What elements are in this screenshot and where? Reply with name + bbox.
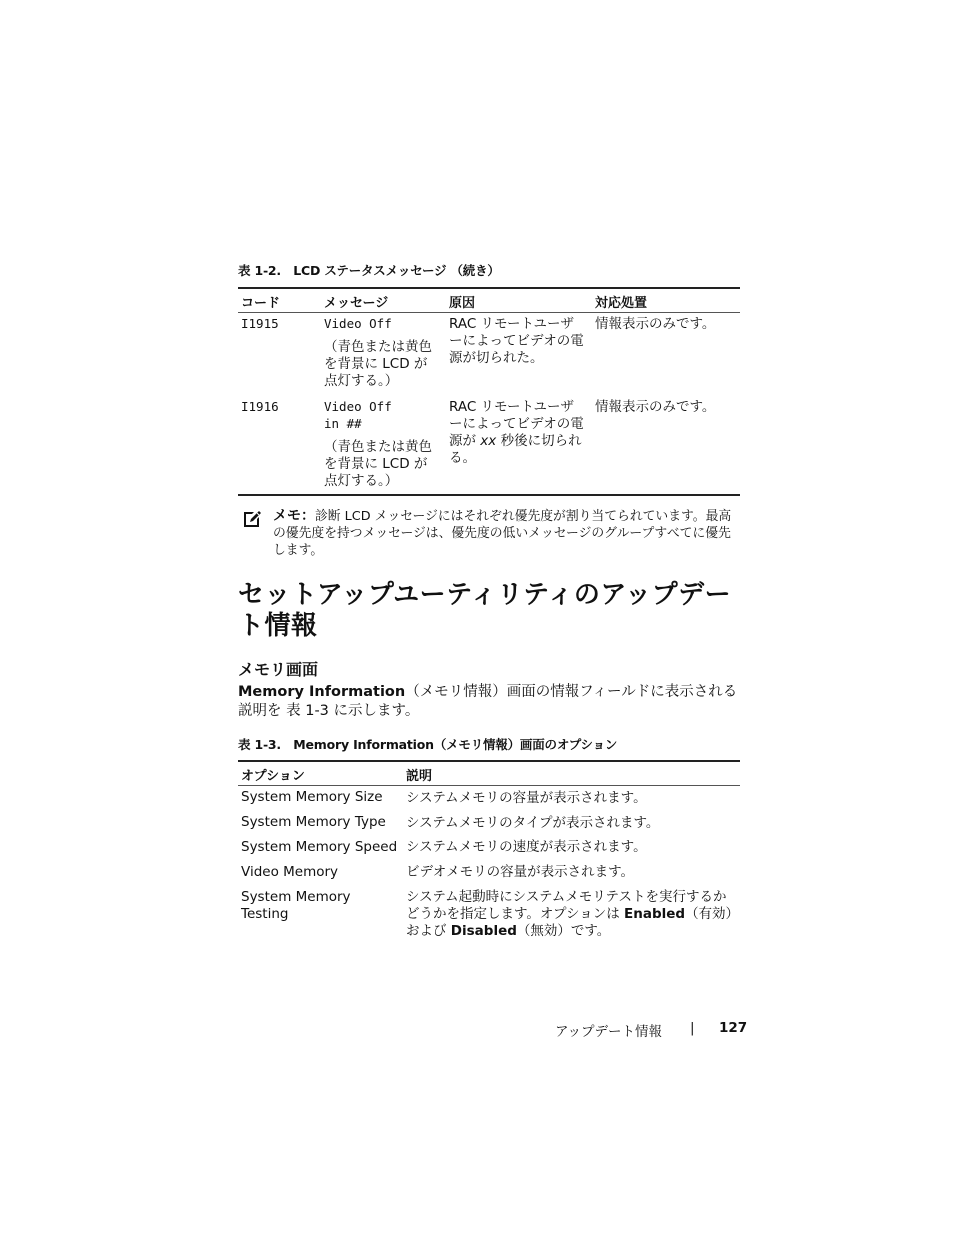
note-label: メモ：: [273, 508, 315, 524]
note-text: メモ：診断 LCD メッセージにはそれぞれ優先度が割り当てられています。最高の優先度を持つメッセージは、優先度の低いメッセージのグループすべてに優先します。: [273, 508, 732, 558]
table-caption: 表 1-2. LCD ステータスメッセージ （続き）: [238, 263, 500, 278]
subsection-title: メモリ画面: [238, 660, 319, 679]
table-top-rule: [238, 760, 740, 762]
code-cell: I1916: [241, 399, 279, 414]
description-cell: システム起動時にシステムメモリテストを実行するかどうかを指定します。オプションは Enabled（有効）および Disabled（無効）です。: [406, 889, 733, 939]
code-cell: I1915: [241, 316, 279, 331]
column-header-option: オプション: [241, 769, 305, 784]
column-header-message: メッセージ: [324, 296, 389, 311]
column-header-description: 説明: [406, 769, 433, 784]
table-bottom-rule: [238, 494, 740, 496]
option-cell: System Memory Testing: [241, 889, 351, 922]
message-code: Video Off: [324, 399, 392, 414]
action-cell: 情報表示のみです。: [595, 399, 716, 415]
option-cell: System Memory Speed: [241, 839, 398, 855]
pencil-note-icon: [243, 509, 262, 528]
footer-separator: |: [690, 1020, 695, 1036]
option-cell: Video Memory: [241, 864, 339, 880]
action-cell: 情報表示のみです。: [595, 316, 716, 332]
cause-variable: xx: [480, 433, 497, 449]
description-cell: システムメモリの容量が表示されます。: [406, 790, 647, 806]
description-cell: システムメモリのタイプが表示されます。: [406, 815, 660, 831]
cause-cell: RAC リモートユーザーによってビデオの電源が xx 秒後に切られる。: [449, 399, 584, 466]
description-cell: システムメモリの速度が表示されます。: [406, 839, 647, 855]
section-title: セットアップユーティリティのアップデート情報: [238, 580, 732, 641]
description-cell: ビデオメモリの容量が表示されます。: [406, 864, 635, 880]
disabled-term: Disabled: [450, 923, 517, 939]
column-header-code: コード: [241, 296, 281, 311]
column-header-cause: 原因: [449, 296, 476, 311]
message-note: （青色または黄色を背景に LCD が点灯する。）: [324, 439, 432, 489]
intro-paragraph: Memory Information（メモリ情報）画面の情報フィールドに表示される説明を 表 1-3 に示します。: [238, 684, 738, 719]
message-code-line2: in ##: [324, 416, 362, 431]
table-caption: 表 1-3. Memory Information（メモリ情報）画面のオプション: [238, 737, 618, 752]
option-cell: System Memory Size: [241, 789, 383, 805]
option-cell: System Memory Type: [241, 814, 386, 830]
table-header-rule: [238, 785, 740, 786]
page-number: 127: [719, 1020, 748, 1036]
table-top-rule: [238, 287, 740, 289]
cause-cell: RAC リモートユーザーによってビデオの電源が切られた。: [449, 316, 584, 366]
message-code: Video Off: [324, 316, 392, 331]
table-header-rule: [238, 312, 740, 313]
enabled-term: Enabled: [624, 906, 686, 922]
intro-bold: Memory Information: [238, 684, 406, 700]
footer-section-name: アップデート情報: [555, 1024, 663, 1040]
message-note: （青色または黄色を背景に LCD が点灯する。）: [324, 339, 432, 389]
column-header-action: 対応処置: [595, 296, 648, 311]
